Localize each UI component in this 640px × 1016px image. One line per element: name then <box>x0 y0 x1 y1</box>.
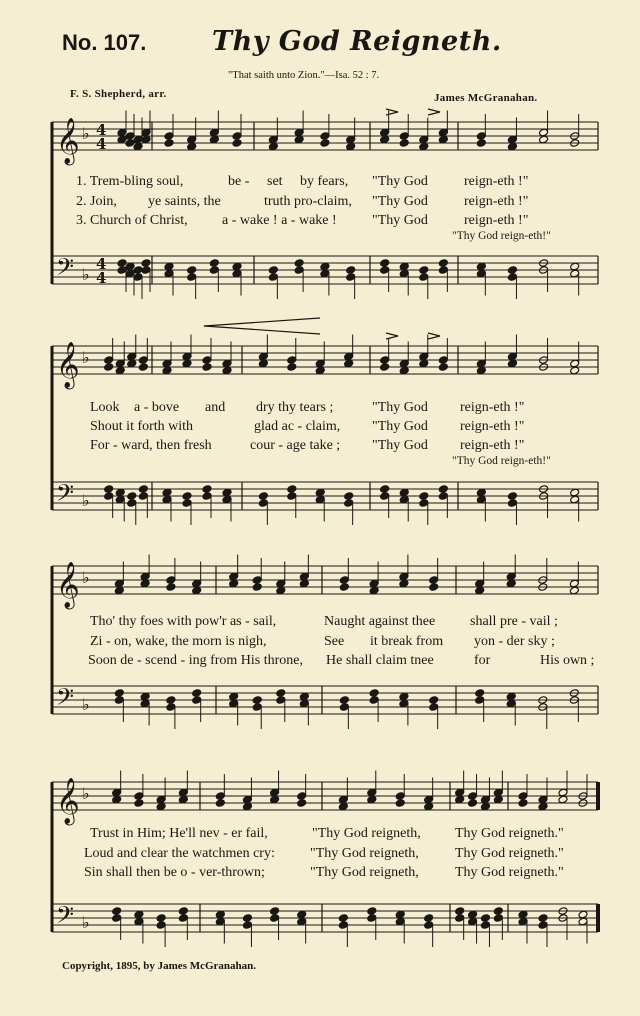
flat-sign: ♭ <box>82 695 90 714</box>
note-head <box>395 799 405 808</box>
note-head <box>104 485 114 494</box>
note-head <box>270 907 280 916</box>
note-head <box>112 907 122 916</box>
note-head <box>429 576 439 585</box>
note-head <box>493 914 503 923</box>
lyric-fragment: His own ; <box>540 653 595 668</box>
note-head <box>182 492 192 501</box>
note-head <box>112 914 122 923</box>
note-head <box>380 492 390 501</box>
time-signature: 4 <box>96 269 107 287</box>
note-head <box>493 907 503 916</box>
lyric-fragment: glad ac - claim, <box>254 419 341 434</box>
note-head <box>138 363 148 372</box>
lyric-fragment: reign-eth !" <box>460 438 525 453</box>
lyric-fragment: He shall claim tnee <box>326 653 434 668</box>
note-head <box>166 703 176 712</box>
note-head <box>476 132 486 141</box>
note-head <box>476 139 486 148</box>
lyric-fragment: Loud and clear the watchmen cry: <box>84 846 275 861</box>
echo-text: "Thy God reign-eth!" <box>452 230 551 242</box>
note-head <box>258 492 268 501</box>
note-head <box>507 492 517 501</box>
note-head <box>187 273 197 282</box>
lyric-fragment: Naught against thee <box>324 614 436 629</box>
lyric-fragment: dry thy tears ; <box>256 400 334 415</box>
note-head <box>252 576 262 585</box>
note-head <box>538 921 548 930</box>
note-head <box>475 696 485 705</box>
lyric-fragment: Sin shall then be o - ver-thrown; <box>84 865 265 880</box>
note-head <box>182 499 192 508</box>
note-head <box>455 907 465 916</box>
bass-clef: 𝄢 <box>56 901 75 934</box>
note-head <box>429 696 439 705</box>
hymn-number: No. 107. <box>62 30 147 55</box>
lyric-fragment: Soon de - scend - ing from His throne, <box>88 653 304 668</box>
note-head <box>339 696 349 705</box>
flat-sign: ♭ <box>82 784 90 803</box>
note-head <box>294 259 304 268</box>
note-head <box>104 492 114 501</box>
lyric-fragment: set <box>267 174 283 189</box>
lyric-fragment: "Thy God <box>372 194 428 209</box>
note-head <box>320 139 330 148</box>
copyright-notice: Copyright, 1895, by James McGranahan. <box>62 960 257 972</box>
note-head <box>242 921 252 930</box>
note-head <box>178 907 188 916</box>
note-head <box>127 492 137 501</box>
lyric-fragment: Thy God reigneth." <box>455 846 564 861</box>
flat-sign: ♭ <box>82 491 90 510</box>
note-head <box>209 259 219 268</box>
note-head <box>114 689 124 698</box>
flat-sign: ♭ <box>82 124 90 143</box>
note-head <box>480 914 490 923</box>
note-head <box>134 799 144 808</box>
lyric-fragment: For - ward, then fresh <box>90 438 212 453</box>
note-head <box>202 492 212 501</box>
note-head <box>268 266 278 275</box>
note-head <box>202 485 212 494</box>
note-head <box>202 363 212 372</box>
note-head <box>141 259 151 268</box>
note-head <box>287 363 297 372</box>
flat-sign: ♭ <box>82 265 90 284</box>
note-head <box>369 689 379 698</box>
note-head <box>419 266 429 275</box>
note-head <box>187 266 197 275</box>
lyric-fragment: 3. Church of Christ, <box>76 213 188 228</box>
note-head <box>424 914 434 923</box>
note-head <box>468 799 478 808</box>
lyric-fragment: a - bove <box>134 400 180 415</box>
note-head <box>297 792 307 801</box>
note-head <box>344 492 354 501</box>
note-head <box>507 266 517 275</box>
note-head <box>380 356 390 365</box>
note-head <box>138 485 148 494</box>
flat-sign: ♭ <box>82 348 90 367</box>
lyric-fragment: "Thy God <box>372 213 428 228</box>
lyric-fragment: truth pro-claim, <box>264 194 352 209</box>
note-head <box>438 356 448 365</box>
bass-clef: 𝄢 <box>56 253 75 286</box>
note-head <box>338 921 348 930</box>
note-head <box>480 921 490 930</box>
note-head <box>156 921 166 930</box>
note-head <box>138 492 148 501</box>
note-head <box>164 132 174 141</box>
note-head <box>338 914 348 923</box>
note-head <box>507 273 517 282</box>
note-head <box>346 273 356 282</box>
note-head <box>252 696 262 705</box>
echo-text: "Thy God reign-eth!" <box>452 455 551 467</box>
treble-clef: 𝄞 <box>56 778 80 824</box>
accent-mark <box>428 333 440 339</box>
hymn-title: Thy God Reigneth. <box>212 26 502 57</box>
note-head <box>164 139 174 148</box>
note-head <box>380 259 390 268</box>
note-head <box>419 273 429 282</box>
note-head <box>518 799 528 808</box>
accent-mark <box>386 109 398 115</box>
lyric-fragment: reign-eth !" <box>460 400 525 415</box>
note-head <box>166 696 176 705</box>
time-signature: 4 <box>96 135 107 153</box>
note-head <box>104 356 114 365</box>
note-head <box>518 792 528 801</box>
accent-mark <box>386 333 398 339</box>
lyric-fragment: "Thy God <box>372 400 428 415</box>
note-head <box>202 356 212 365</box>
note-head <box>104 363 114 372</box>
lyric-fragment: "Thy God <box>372 419 428 434</box>
note-head <box>367 907 377 916</box>
lyric-fragment: yon - der sky ; <box>474 634 555 649</box>
note-head <box>367 914 377 923</box>
note-head <box>468 792 478 801</box>
scripture-reference: "That saith unto Zion."—Isa. 52 : 7. <box>228 70 380 81</box>
note-head <box>209 266 219 275</box>
lyric-fragment: reign-eth !" <box>464 213 529 228</box>
note-head <box>399 139 409 148</box>
note-head <box>276 696 286 705</box>
note-head <box>117 259 127 268</box>
lyric-fragment: a - wake ! a - wake ! <box>222 213 337 228</box>
lyric-fragment: Shout it forth with <box>90 419 194 434</box>
note-head <box>141 266 151 275</box>
note-head <box>215 799 225 808</box>
note-head <box>134 792 144 801</box>
note-head <box>346 266 356 275</box>
lyric-fragment: reign-eth !" <box>460 419 525 434</box>
treble-clef: 𝄞 <box>56 342 80 388</box>
note-head <box>242 914 252 923</box>
lyric-fragment: be - <box>228 174 250 189</box>
note-head <box>320 132 330 141</box>
time-signature: 4 <box>96 121 107 139</box>
note-head <box>125 132 135 141</box>
lyric-fragment: by fears, <box>300 174 349 189</box>
note-head <box>287 356 297 365</box>
note-head <box>138 356 148 365</box>
composer-credit: James McGranahan. <box>434 92 538 104</box>
lyric-fragment: Look <box>90 400 120 415</box>
note-head <box>294 266 304 275</box>
note-head <box>538 914 548 923</box>
lyric-fragment: "Thy God <box>372 174 428 189</box>
note-head <box>192 689 202 698</box>
lyric-fragment: Zi - on, wake, the morn is nigh, <box>90 634 267 649</box>
note-head <box>339 576 349 585</box>
lyric-fragment: Trust in Him; He'll nev - er fail, <box>90 826 268 841</box>
lyric-fragment: 1. Trem-bling soul, <box>76 174 184 189</box>
time-signature: 4 <box>96 255 107 273</box>
note-head <box>178 914 188 923</box>
note-head <box>395 792 405 801</box>
note-head <box>258 499 268 508</box>
note-head <box>166 576 176 585</box>
lyric-fragment: ye saints, the <box>148 194 221 209</box>
note-head <box>270 914 280 923</box>
note-head <box>507 499 517 508</box>
note-head <box>424 921 434 930</box>
bass-clef: 𝄢 <box>56 479 75 512</box>
lyric-fragment: "Thy God reigneth, <box>312 826 421 841</box>
lyric-fragment: shall pre - vail ; <box>470 614 558 629</box>
note-head <box>166 583 176 592</box>
note-head <box>429 583 439 592</box>
note-head <box>438 363 448 372</box>
note-head <box>114 696 124 705</box>
note-head <box>380 485 390 494</box>
note-head <box>369 696 379 705</box>
note-head <box>438 259 448 268</box>
note-head <box>429 703 439 712</box>
note-head <box>127 499 137 508</box>
treble-clef: 𝄞 <box>56 562 80 608</box>
lyric-fragment: Tho' thy foes with pow'r as - sail, <box>90 614 277 629</box>
note-head <box>380 363 390 372</box>
lyric-fragment: "Thy God reigneth, <box>310 865 419 880</box>
note-head <box>156 914 166 923</box>
note-head <box>419 499 429 508</box>
note-head <box>215 792 225 801</box>
flat-sign: ♭ <box>82 913 90 932</box>
lyric-fragment: reign-eth !" <box>464 174 529 189</box>
note-head <box>380 266 390 275</box>
note-head <box>133 273 143 282</box>
note-head <box>455 914 465 923</box>
lyric-fragment: for <box>474 653 491 668</box>
lyric-fragment: 2. Join, <box>76 194 117 209</box>
note-head <box>232 139 242 148</box>
note-head <box>475 689 485 698</box>
flat-sign: ♭ <box>82 568 90 587</box>
note-head <box>344 499 354 508</box>
lyric-fragment: it break from <box>370 634 444 649</box>
treble-clef: 𝄞 <box>56 118 80 164</box>
note-head <box>438 266 448 275</box>
note-head <box>438 492 448 501</box>
accent-mark <box>428 109 440 115</box>
note-head <box>287 492 297 501</box>
lyric-fragment: Thy God reigneth." <box>455 865 564 880</box>
lyric-fragment: "Thy God <box>372 438 428 453</box>
note-head <box>339 583 349 592</box>
note-head <box>297 799 307 808</box>
arranger-credit: F. S. Shepherd, arr. <box>70 88 167 100</box>
crescendo-hairpin <box>204 326 320 334</box>
note-head <box>232 132 242 141</box>
lyric-fragment: cour - age take ; <box>250 438 341 453</box>
note-head <box>276 689 286 698</box>
note-head <box>419 492 429 501</box>
note-head <box>252 703 262 712</box>
note-head <box>192 696 202 705</box>
lyric-fragment: See <box>324 634 345 649</box>
note-head <box>287 485 297 494</box>
lyric-fragment: and <box>205 400 226 415</box>
note-head <box>268 273 278 282</box>
note-head <box>399 132 409 141</box>
bass-clef: 𝄢 <box>56 683 75 716</box>
note-head <box>438 485 448 494</box>
note-head <box>252 583 262 592</box>
lyric-fragment: Thy God reigneth." <box>455 826 564 841</box>
lyric-fragment: reign-eth !" <box>464 194 529 209</box>
lyric-fragment: "Thy God reigneth, <box>310 846 419 861</box>
crescendo-hairpin <box>204 318 320 326</box>
note-head <box>339 703 349 712</box>
